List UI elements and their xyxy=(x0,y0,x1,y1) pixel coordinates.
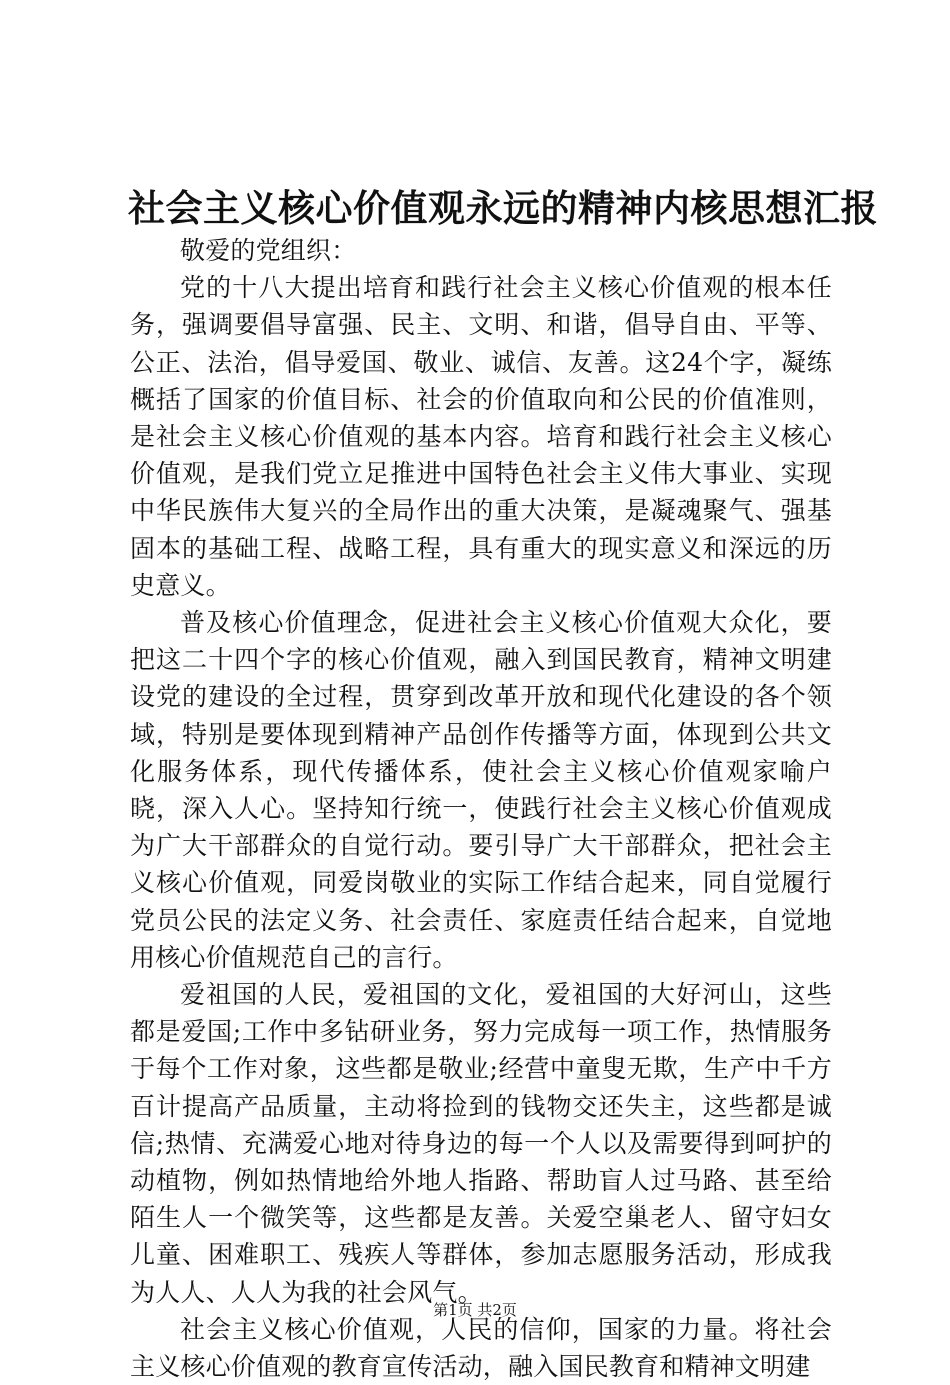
document-body xyxy=(130,232,832,1385)
paragraph-1: 党的十八大提出培育和践行社会主义核心价值观的根本任务，强调要倡导富强、民主、文明、和谐，倡导自由、平等、公正、法治，倡导爱国、敬业、诚信、友善。这24个字，凝练概括了国家的价值目标、社会的价值取向和公民的价值准则，是社会主义核心价值观的基本内容。培育和践行社会主义核心价值观，是我们党立足推进中国特色社会主义伟大事业、实现中华民族伟大复兴的全局作出的重大决策，是凝魂聚气、强基固本的基础工程、战略工程，具有重大的现实意义和深远的历史意义。 xyxy=(130,273,832,600)
paragraph-2: 普及核心价值理念，促进社会主义核心价值观大众化，要把这二十四个字的核心价值观，融入到国民教育，精神文明建设党的建设的全过程，贯穿到改革开放和现代化建设的各个领域，特别是要体现到精神产品创作传播等方面，体现到公共文化服务体系，现代传播体系，使社会主义核心价值观家喻户晓，深入人心。坚持知行统一，使践行社会主义核心价值观成为广大干部群众的自觉行动。要引导广大干部群众，把社会主义核心价值观，同爱岗敬业的实际工作结合起来，同自觉履行党员公民的法定义务、社会责任、家庭责任结合起来，自觉地用核心价值规范自己的言行。 xyxy=(130,608,832,972)
document-title: 社会主义核心价值观永远的精神内核思想汇报 xyxy=(128,186,878,230)
salutation: 敬爱的党组织： xyxy=(180,236,357,265)
paragraph-4: 社会主义核心价值观，人民的信仰，国家的力量。将社会主义核心价值观的教育宣传活动，融入国民教育和精神文明建 xyxy=(130,1314,832,1382)
paragraph-3: 爱祖国的人民，爱祖国的文化，爱祖国的大好河山，这些都是爱国;工作中多钻研业务，努力完成每一项工作，热情服务于每个工作对象，这些都是敬业;经营中童叟无欺，生产中千方百计提高产品质量，主动将捡到的钱物交还失主，这些都是诚信;热情、充满爱心地对待身边的每一个人以及需要得到呵护的动植物，例如热情地给外地人指路、帮助盲人过马路、甚至给陌生人一个微笑等，这些都是友善。关爱空巢老人、留守妇女儿童、困难职工、残疾人等群体，参加志愿服务活动，形成我为人人、人人为我的社会风气。 xyxy=(130,980,832,1307)
page-footer: 第1页 共2页 xyxy=(433,1301,517,1319)
